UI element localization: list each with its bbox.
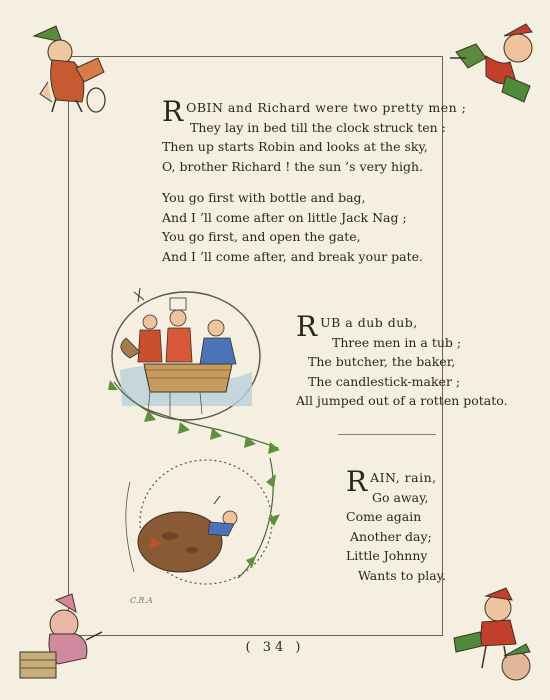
drop-cap: R (162, 95, 184, 128)
poem-rain-rain (346, 465, 466, 585)
poem-line: Little Johnny (346, 548, 428, 563)
poem-robin-and-richard (162, 95, 467, 266)
poem-line: You go first, and open the gate, (162, 229, 361, 244)
poem-line: Come again (346, 509, 422, 524)
three-men-in-tub-illustration (100, 278, 290, 458)
poem-line: You go first with bottle and bag, (162, 190, 366, 205)
page-number: ( 34 ) (245, 640, 305, 655)
poem-line: Wants to play. (358, 567, 447, 583)
elf-illustration-top-right (446, 22, 544, 106)
drop-cap: R (296, 310, 318, 343)
poem-line: The candlestick-maker ; (308, 373, 461, 389)
divider-rule (338, 434, 436, 435)
artist-signature: C.R.A (130, 596, 153, 605)
poem-line: O, brother Richard ! the sun ’s very high. (162, 158, 424, 174)
poem-stanza (162, 188, 442, 266)
poem-line-text: OBIN and Richard were two pretty men ; (186, 100, 467, 115)
poem-line: All jumped out of a rotten potato. (296, 393, 508, 408)
elf-illustration-bottom-left (6, 590, 106, 686)
poem-line-text: UB a dub dub, (320, 315, 418, 330)
poem-line: The butcher, the baker, (308, 354, 456, 369)
elf-illustration-bottom-right (446, 578, 546, 688)
drop-cap: R (346, 465, 368, 498)
poem-line: Go away, (372, 489, 429, 505)
poem-line: And I ’ll come after on little Jack Nag ; (162, 209, 407, 225)
poem-line: Then up starts Robin and looks at the sky, (162, 139, 428, 154)
elf-illustration-top-left (26, 22, 116, 114)
poem-line: Another day; (350, 528, 432, 544)
potato-illustration (110, 452, 290, 592)
poem-line-text: AIN, rain, (370, 470, 437, 485)
poem-line: They lay in bed till the clock struck ten : (190, 119, 446, 135)
poem-line: And I ’ll come after, and break your pate. (162, 248, 423, 264)
poem-line: Three men in a tub ; (332, 334, 462, 350)
poem-rub-a-dub (296, 310, 508, 411)
